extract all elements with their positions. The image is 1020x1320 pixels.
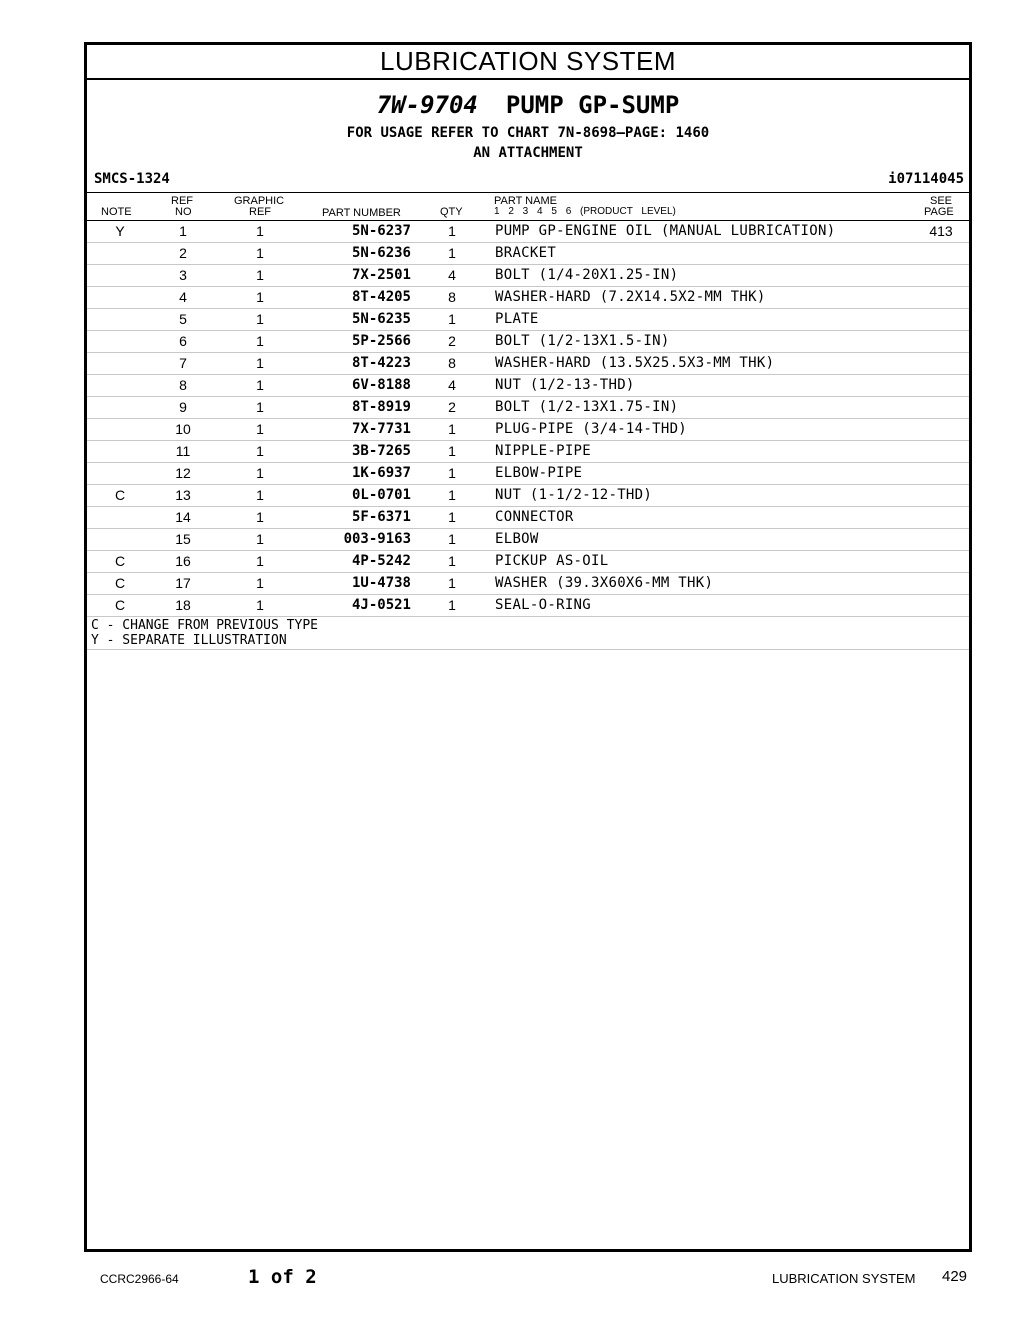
row-graphic-ref: 1 [256,421,264,437]
row-part-number: 7X-2501 [351,267,411,283]
row-part-number: 8T-4205 [351,289,411,305]
row-part-name: NIPPLE-PIPE [495,443,592,459]
row-ref-no: 18 [175,597,191,613]
notes-legend [87,616,969,650]
row-graphic-ref: 1 [256,289,264,305]
page-footer [0,1262,1020,1292]
row-ref-no: 5 [179,311,187,327]
row-part-name: PLATE [495,311,539,327]
row-part-number: 5N-6236 [351,245,411,261]
row-graphic-ref: 1 [256,553,264,569]
row-qty: 1 [448,421,456,437]
row-qty: 1 [448,465,456,481]
table-row [87,441,969,463]
row-ref-no: 7 [179,355,187,371]
row-part-number: 5F-6371 [351,509,411,525]
row-qty: 1 [448,575,456,591]
row-graphic-ref: 1 [256,245,264,261]
row-graphic-ref: 1 [256,267,264,283]
row-graphic-ref: 1 [256,443,264,459]
row-note: C [114,553,126,569]
row-part-number: 6V-8188 [351,377,411,393]
row-note: C [114,597,126,613]
row-ref-no: 1 [179,223,187,239]
attachment-label: AN ATTACHMENT [473,145,583,161]
group-header [87,90,969,163]
group-number: 7W-9704 [376,91,478,119]
row-qty: 4 [448,377,456,393]
row-part-number: 0L-0701 [351,487,411,503]
row-part-name: BOLT (1/4-20X1.25-IN) [495,267,679,283]
row-ref-no: 17 [175,575,191,591]
table-row [87,529,969,551]
row-graphic-ref: 1 [256,333,264,349]
row-ref-no: 8 [179,377,187,393]
row-graphic-ref: 1 [256,531,264,547]
row-graphic-ref: 1 [256,355,264,371]
row-ref-no: 11 [175,443,191,459]
smcs-code: SMCS-1324 [94,171,170,187]
col-qty: QTY [440,206,463,218]
table-row [87,595,969,617]
smcs-bar [87,170,969,193]
footer-doc-code: CCRC2966-64 [100,1272,179,1286]
group-title [87,90,969,120]
row-part-name: SEAL-O-RING [495,597,592,613]
row-part-number: 5N-6235 [351,311,411,327]
row-part-name: WASHER-HARD (7.2X14.5X2-MM THK) [495,289,766,305]
group-name: PUMP GP-SUMP [505,91,680,119]
row-qty: 4 [448,267,456,283]
row-ref-no: 10 [175,421,191,437]
footer-page-number: 429 [942,1268,968,1285]
col-see-bottom: PAGE [924,206,954,218]
row-part-name: BOLT (1/2-13X1.75-IN) [495,399,679,415]
col-part-name: PART NAME [494,195,557,207]
row-part-name: BRACKET [495,245,557,261]
row-part-name: PICKUP AS-OIL [495,553,609,569]
row-part-number: 5P-2566 [351,333,411,349]
table-row [87,331,969,353]
row-graphic-ref: 1 [256,487,264,503]
table-row [87,419,969,441]
table-row [87,551,969,573]
row-part-number: 7X-7731 [351,421,411,437]
row-graphic-ref: 1 [256,597,264,613]
section-title: LUBRICATION SYSTEM [87,45,969,80]
row-part-number: 5N-6237 [351,223,411,239]
row-graphic-ref: 1 [256,465,264,481]
table-row [87,397,969,419]
row-part-number: 4J-0521 [351,597,411,613]
footer-section: LUBRICATION SYSTEM [772,1271,916,1286]
row-qty: 1 [448,553,456,569]
col-part-number: PART NUMBER [322,207,401,219]
row-ref-no: 16 [175,553,191,569]
col-note: NOTE [101,206,132,218]
col-product-level: 1 2 3 4 5 6 (PRODUCT LEVEL) [494,206,676,217]
row-part-name: BOLT (1/2-13X1.5-IN) [495,333,670,349]
table-row [87,375,969,397]
row-part-number: 1K-6937 [351,465,411,481]
row-qty: 1 [448,245,456,261]
row-graphic-ref: 1 [256,377,264,393]
row-part-name: NUT (1/2-13-THD) [495,377,635,393]
row-qty: 1 [448,311,456,327]
row-part-name: ELBOW-PIPE [495,465,583,481]
table-row [87,485,969,507]
row-part-number: 4P-5242 [351,553,411,569]
row-ref-no: 6 [179,333,187,349]
legend-change: C - CHANGE FROM PREVIOUS TYPE [91,618,318,633]
row-ref-no: 3 [179,267,187,283]
row-part-number: 8T-4223 [351,355,411,371]
row-graphic-ref: 1 [256,223,264,239]
row-note: C [114,575,126,591]
row-part-name: PLUG-PIPE (3/4-14-THD) [495,421,688,437]
row-ref-no: 9 [179,399,187,415]
row-qty: 1 [448,509,456,525]
row-qty: 1 [448,597,456,613]
row-ref-no: 2 [179,245,187,261]
row-part-number: 3B-7265 [351,443,411,459]
row-graphic-ref: 1 [256,399,264,415]
row-qty: 1 [448,487,456,503]
table-row [87,353,969,375]
row-graphic-ref: 1 [256,575,264,591]
row-ref-no: 15 [175,531,191,547]
row-qty: 2 [448,333,456,349]
row-qty: 1 [448,223,456,239]
col-ref-bottom: NO [175,206,192,218]
column-headers [87,193,969,221]
table-row [87,221,969,243]
document-id: i07114045 [888,171,964,187]
row-part-name: WASHER (39.3X60X6-MM THK) [495,575,714,591]
row-qty: 2 [448,399,456,415]
row-qty: 8 [448,355,456,371]
row-note: C [114,487,126,503]
row-part-name: WASHER-HARD (13.5X25.5X3-MM THK) [495,355,775,371]
table-row [87,265,969,287]
col-gref-bottom: REF [249,206,271,218]
col-see-top: SEE [930,195,953,207]
footer-page-of: 1 of 2 [248,1266,317,1288]
table-row [87,573,969,595]
row-ref-no: 13 [175,487,191,503]
legend-separate: Y - SEPARATE ILLUSTRATION [91,633,287,648]
table-row [87,309,969,331]
table-row [87,287,969,309]
row-part-number: 003-9163 [343,531,411,547]
table-row [87,463,969,485]
row-ref-no: 14 [175,509,191,525]
row-graphic-ref: 1 [256,311,264,327]
row-part-name: NUT (1-1/2-12-THD) [495,487,653,503]
parts-list [87,221,969,617]
table-row [87,507,969,529]
row-part-name: CONNECTOR [495,509,574,525]
row-qty: 1 [448,531,456,547]
row-ref-no: 12 [175,465,191,481]
row-qty: 8 [448,289,456,305]
row-part-name: PUMP GP-ENGINE OIL (MANUAL LUBRICATION) [495,223,836,239]
table-row [87,243,969,265]
row-note: Y [115,223,125,239]
col-ref-top: REF [171,195,193,207]
row-part-number: 8T-8919 [351,399,411,415]
parts-page-frame [84,42,972,1252]
usage-reference: FOR USAGE REFER TO CHART 7N-8698—PAGE: 1460 [346,125,710,141]
row-part-name: ELBOW [495,531,539,547]
row-ref-no: 4 [179,289,187,305]
col-gref-top: GRAPHIC [234,195,285,207]
row-qty: 1 [448,443,456,459]
row-part-number: 1U-4738 [351,575,411,591]
row-graphic-ref: 1 [256,509,264,525]
row-see-page: 413 [929,223,953,239]
